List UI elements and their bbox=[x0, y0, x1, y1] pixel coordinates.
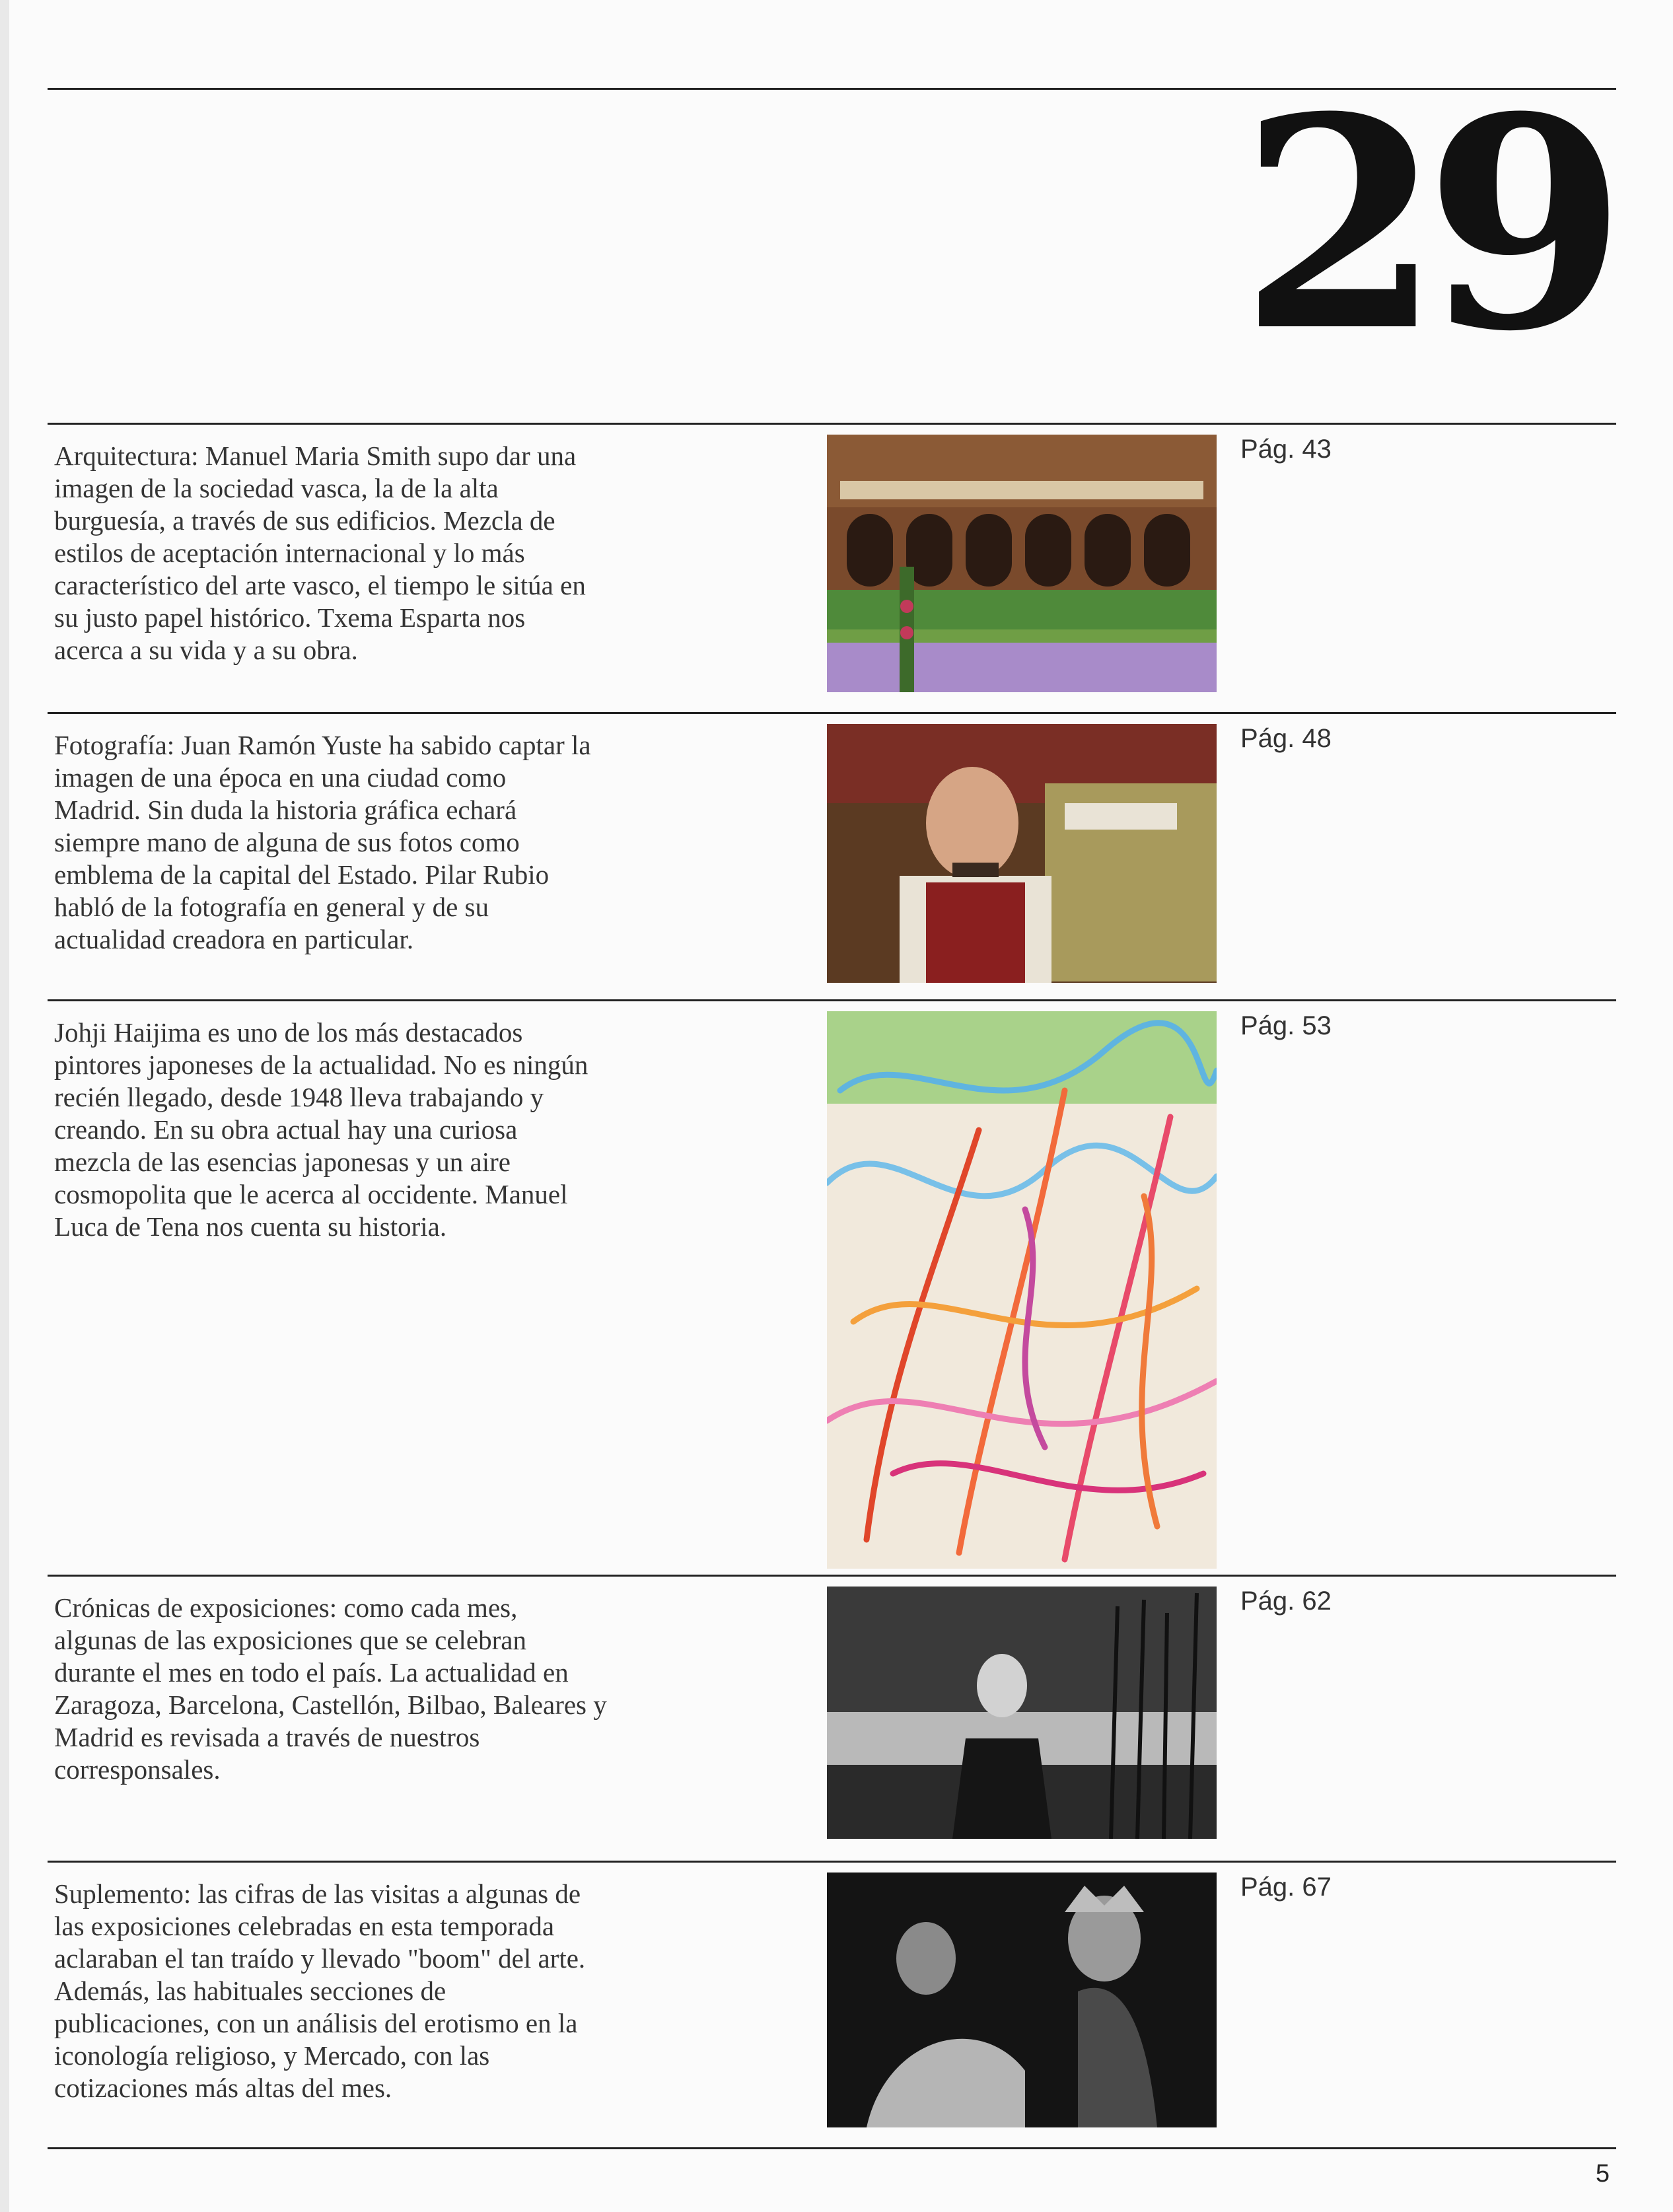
toc-entry-painter[interactable] bbox=[48, 999, 1616, 1574]
entry-rule bbox=[48, 712, 1616, 714]
entry-description: Suplemento: las cifras de las visitas a algunas de las exposiciones celebradas en esta temporada aclaraban el tan traído y llevado "boom" del arte. Además, las habituales secciones de publicaciones, con un análisis del erotismo en la iconología religioso, y Mercado, con las cotizaciones más altas del mes. bbox=[54, 1878, 586, 2103]
portrait-photo bbox=[827, 724, 1217, 983]
entry-description: Fotografía: Juan Ramón Yuste ha sabido captar la imagen de una época en una ciudad como Madrid. Sin duda la historia gráfica echará siempre mano de alguna de sus fotos como emblema de la capital del Estado. Pilar Rubio habló de la fotografía en general y de su actualidad creadora en particular. bbox=[54, 730, 591, 954]
page-reference: Pág. 43 bbox=[1240, 435, 1332, 464]
toc-entry-architecture[interactable] bbox=[48, 423, 1616, 710]
issue-number: 29 bbox=[1239, 54, 1610, 395]
page-reference: Pág. 53 bbox=[1240, 1011, 1332, 1040]
binding-edge bbox=[0, 0, 9, 2212]
religious-painting bbox=[827, 1873, 1217, 2127]
entry-rule bbox=[48, 1861, 1616, 1863]
entry-rule bbox=[48, 1575, 1616, 1577]
toc-entry-exhibitions[interactable] bbox=[48, 1575, 1616, 1860]
toc-entry-photography[interactable] bbox=[48, 712, 1616, 997]
architecture-photo bbox=[827, 435, 1217, 692]
bottom-rule bbox=[48, 2147, 1616, 2149]
entry-description: Johji Haijima es uno de los más destacados pintores japoneses de la actualidad. No es ningún recién llegado, desde 1948 lleva trabajando y creando. En su obra actual hay una curiosa mezcla de las esencias japonesas y un aire cosmopolita que le acerca al occidente. Manuel Luca de Tena nos cuenta su historia. bbox=[54, 1017, 588, 1242]
page-number: 5 bbox=[1595, 2160, 1610, 2188]
entry-description: Crónicas de exposiciones: como cada mes, algunas de las exposiciones que se celebran durante el mes en todo el país. La actualidad en Zaragoza, Barcelona, Castellón, Bilbao, Baleares y Madrid es revisada a través de nuestros corresponsales. bbox=[54, 1592, 607, 1785]
page-reference: Pág. 67 bbox=[1240, 1873, 1332, 1902]
abstract-painting bbox=[827, 1011, 1217, 1569]
page-reference: Pág. 62 bbox=[1240, 1587, 1332, 1616]
entry-rule bbox=[48, 423, 1616, 425]
page-reference: Pág. 48 bbox=[1240, 724, 1332, 753]
entry-description: Arquitectura: Manuel Maria Smith supo dar una imagen de la sociedad vasca, la de la alta burguesía, a través de sus edificios. Mezcla de estilos de aceptación internacional y lo más característico del arte vasco, el tiempo le sitúa en su justo papel histórico. Txema Esparta nos acerca a su vida y a su obra. bbox=[54, 441, 586, 665]
entry-rule bbox=[48, 999, 1616, 1001]
portrait-painting bbox=[827, 1587, 1217, 1839]
toc-entry-supplement[interactable] bbox=[48, 1861, 1616, 2146]
